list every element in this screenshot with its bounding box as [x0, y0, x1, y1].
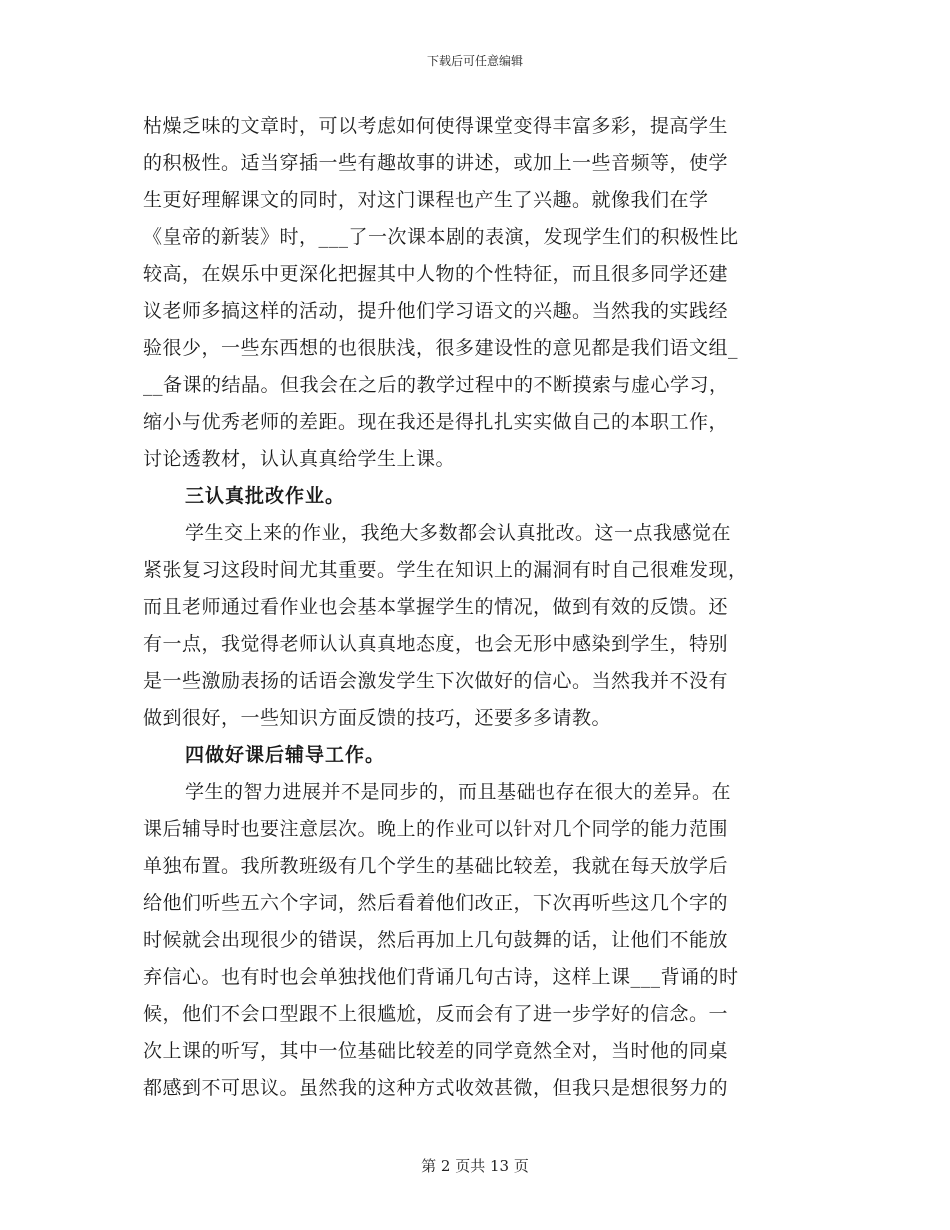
text-line: 生更好理解课文的同时，对这门课程也产生了兴趣。就像我们在学 [143, 189, 709, 211]
text-line: 《皇帝的新装》时，___了一次课本剧的表演，发现学生们的积极性比 [143, 226, 739, 248]
text-line: 缩小与优秀老师的差距。现在我还是得扎扎实实做自己的本职工作， [143, 411, 729, 433]
text-line: 有一点，我觉得老师认认真真地态度，也会无形中感染到学生，特别 [143, 633, 729, 655]
text-line: 学生交上来的作业，我绝大多数都会认真批改。这一点我感觉在 [185, 522, 732, 544]
text-line: 议老师多搞这样的活动，提升他们学习语文的兴趣。当然我的实践经 [143, 300, 729, 322]
section-heading: 四做好课后辅导工作。 [185, 744, 386, 766]
text-line: __备课的结晶。但我会在之后的教学过程中的不断摸索与虚心学习， [143, 374, 729, 396]
text-line: 弃信心。也有时也会单独找他们背诵几句古诗，这样上课___背诵的时 [143, 966, 739, 988]
document-body [143, 108, 823, 1107]
text-line: 而且老师通过看作业也会基本掌握学生的情况，做到有效的反馈。还 [143, 596, 729, 618]
text-line: 枯燥乏味的文章时，可以考虑如何使得课堂变得丰富多彩，提高学生 [143, 115, 729, 137]
text-line: 较高，在娱乐中更深化把握其中人物的个性特征，而且很多同学还建 [143, 263, 729, 285]
page-header: 下载后可任意编辑 [426, 54, 523, 68]
text-line: 候，他们不会口型跟不上很尴尬，反而会有了进一步学好的信念。一 [143, 1003, 729, 1025]
page-footer: 第 2 页共 13 页 [421, 1157, 529, 1175]
text-line: 给他们听些五六个字词，然后看着他们改正，下次再听些这几个字的 [143, 892, 729, 914]
text-line: 学生的智力进展并不是同步的，而且基础也存在很大的差异。在 [185, 781, 732, 803]
text-line: 验很少，一些东西想的也很肤浅，很多建设性的意见都是我们语文组_ [143, 337, 739, 359]
text-line: 讨论透教材，认认真真给学生上课。 [143, 448, 456, 470]
text-line: 紧张复习这段时间尤其重要。学生在知识上的漏洞有时自己很难发现， [143, 559, 748, 581]
text-line: 都感到不可思议。虽然我的这种方式收效甚微，但我只是想很努力的 [143, 1077, 729, 1099]
text-line: 课后辅导时也要注意层次。晚上的作业可以针对几个同学的能力范围 [143, 818, 729, 840]
section-heading: 三认真批改作业。 [185, 485, 346, 507]
text-line: 单独布置。我所教班级有几个学生的基础比较差，我就在每天放学后 [143, 855, 729, 877]
text-line: 做到很好，一些知识方面反馈的技巧，还要多多请教。 [143, 707, 612, 729]
text-line: 是一些激励表扬的话语会激发学生下次做好的信心。当然我并不没有 [143, 670, 729, 692]
text-line: 次上课的听写，其中一位基础比较差的同学竟然全对，当时他的同桌 [143, 1040, 729, 1062]
text-line: 时候就会出现很少的错误，然后再加上几句鼓舞的话，让他们不能放 [143, 929, 729, 951]
text-line: 的积极性。适当穿插一些有趣故事的讲述，或加上一些音频等，使学 [143, 152, 729, 174]
